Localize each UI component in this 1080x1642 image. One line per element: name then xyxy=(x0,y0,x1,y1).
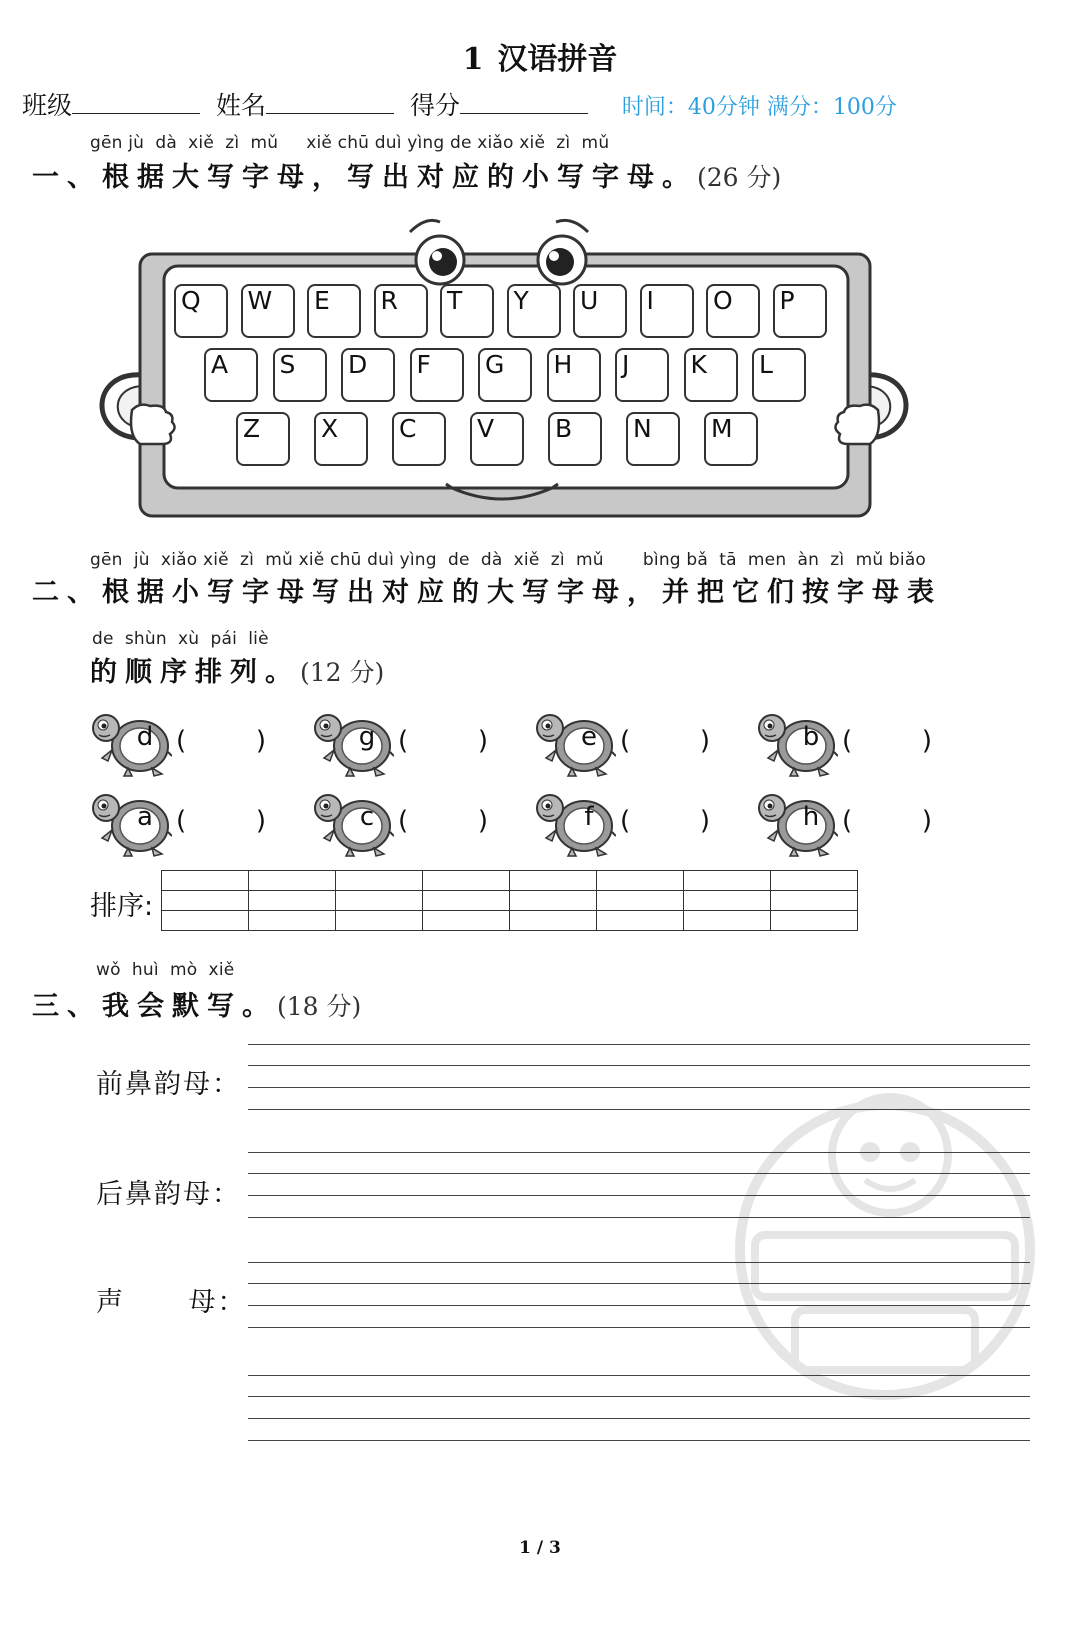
key-r: R xyxy=(374,284,428,338)
sort-cell[interactable] xyxy=(684,871,771,891)
turtle-letter: c xyxy=(359,802,375,832)
section2-score: (12 分) xyxy=(300,658,385,687)
paren-open: ( xyxy=(620,806,631,836)
answer-blank[interactable] xyxy=(620,806,710,836)
key-i: I xyxy=(640,284,694,338)
sort-cell[interactable] xyxy=(684,891,771,911)
section2-heading-1: 二、根据小写字母写出对应的大写字母，并把它们按字母表 xyxy=(32,577,942,608)
sort-cell[interactable] xyxy=(249,911,336,931)
sort-cell[interactable] xyxy=(336,891,423,911)
section2-pinyin-1: gēn jù xiǎo xiě zì mǔ xiě chū duì yìng de dà xiě zì mǔ bìng bǎ tā men àn zì mǔ biǎo xyxy=(90,550,927,570)
sort-answer-grid xyxy=(161,870,858,931)
name-blank[interactable] xyxy=(266,91,394,114)
paren-open: ( xyxy=(176,726,187,756)
paren-close: ) xyxy=(699,726,710,756)
writing-line[interactable] xyxy=(248,1418,1030,1419)
answer-blank[interactable] xyxy=(176,726,266,756)
sort-cell[interactable] xyxy=(249,871,336,891)
key-b: B xyxy=(548,412,602,466)
paren-close: ) xyxy=(477,726,488,756)
initials-label: 声 母： xyxy=(96,1287,247,1318)
key-z: Z xyxy=(236,412,290,466)
paren-close: ) xyxy=(921,806,932,836)
section3-score: (18 分) xyxy=(277,992,362,1021)
sort-cell[interactable] xyxy=(597,871,684,891)
answer-blank[interactable] xyxy=(842,726,932,756)
section2-heading-2 xyxy=(90,650,384,689)
turtle-item-a xyxy=(90,788,290,858)
title-number: 1 xyxy=(462,42,484,77)
section3-heading-text: 三、我会默写。 xyxy=(32,991,277,1022)
key-w: W xyxy=(241,284,295,338)
paren-close: ) xyxy=(255,726,266,756)
sort-cell[interactable] xyxy=(423,911,510,931)
section1-pinyin: gēn jù dà xiě zì mǔ xiě chū duì yìng de xiǎo xiě zì mǔ xyxy=(90,133,610,153)
section3-pinyin: wǒ huì mò xiě xyxy=(96,960,235,980)
key-m: M xyxy=(704,412,758,466)
key-o: O xyxy=(706,284,760,338)
key-d: D xyxy=(341,348,395,402)
score-label: 得分 xyxy=(409,91,460,120)
section1-score: (26 分) xyxy=(697,163,782,192)
sort-cell[interactable] xyxy=(336,871,423,891)
page-number: 1 / 3 xyxy=(519,1538,561,1558)
turtle-item-f xyxy=(534,788,734,858)
paren-close: ) xyxy=(477,806,488,836)
paren-open: ( xyxy=(398,806,409,836)
key-l: L xyxy=(752,348,806,402)
turtle-letter: b xyxy=(802,722,820,752)
sort-cell[interactable] xyxy=(510,891,597,911)
key-x: X xyxy=(314,412,368,466)
sort-cell[interactable] xyxy=(597,911,684,931)
key-c: C xyxy=(392,412,446,466)
paren-open: ( xyxy=(842,806,853,836)
sort-cell[interactable] xyxy=(771,871,858,891)
sort-cell[interactable] xyxy=(336,911,423,931)
answer-blank[interactable] xyxy=(398,806,488,836)
turtle-item-g xyxy=(312,708,512,778)
time-info: 时间：40分钟 满分：100分 xyxy=(621,95,897,120)
turtle-item-e xyxy=(534,708,734,778)
section2-pinyin-2: de shùn xù pái liè xyxy=(92,629,269,649)
student-info-line xyxy=(22,86,897,122)
turtle-letter: g xyxy=(358,722,376,752)
sort-cell[interactable] xyxy=(510,911,597,931)
name-label: 姓名 xyxy=(215,91,266,120)
key-k: K xyxy=(684,348,738,402)
key-j: J xyxy=(615,348,669,402)
writing-line[interactable] xyxy=(248,1440,1030,1441)
paren-close: ) xyxy=(921,726,932,756)
back-nasal-label: 后鼻韵母： xyxy=(96,1179,241,1210)
answer-blank[interactable] xyxy=(398,726,488,756)
section1-heading xyxy=(32,155,781,194)
answer-blank[interactable] xyxy=(620,726,710,756)
sort-cell[interactable] xyxy=(684,911,771,931)
key-h: H xyxy=(547,348,601,402)
sort-cell[interactable] xyxy=(771,911,858,931)
section1-heading-text: 一、根据大写字母，写出对应的小写字母。 xyxy=(32,162,697,193)
paren-close: ) xyxy=(699,806,710,836)
sort-cell[interactable] xyxy=(771,891,858,911)
key-y: Y xyxy=(507,284,561,338)
turtle-letter: f xyxy=(584,802,594,832)
sort-cell[interactable] xyxy=(597,891,684,911)
key-t: T xyxy=(440,284,494,338)
keyboard-illustration xyxy=(88,210,928,530)
turtle-item-d xyxy=(90,708,290,778)
paren-close: ) xyxy=(255,806,266,836)
sort-label: 排序: xyxy=(90,891,154,922)
sort-cell[interactable] xyxy=(423,871,510,891)
key-s: S xyxy=(273,348,327,402)
turtle-letter: a xyxy=(137,802,153,832)
sort-cell[interactable] xyxy=(162,911,249,931)
turtle-letter: h xyxy=(802,802,820,832)
sort-cell[interactable] xyxy=(162,871,249,891)
turtle-item-b xyxy=(756,708,956,778)
front-nasal-label: 前鼻韵母： xyxy=(96,1069,241,1100)
key-a: A xyxy=(204,348,258,402)
key-v: V xyxy=(470,412,524,466)
key-f: F xyxy=(410,348,464,402)
paren-open: ( xyxy=(620,726,631,756)
key-q: Q xyxy=(174,284,228,338)
turtle-letter: d xyxy=(136,722,154,752)
paren-open: ( xyxy=(842,726,853,756)
sort-cell[interactable] xyxy=(510,871,597,891)
score-blank[interactable] xyxy=(460,91,588,114)
sort-cell[interactable] xyxy=(162,891,249,911)
sort-cell[interactable] xyxy=(423,891,510,911)
turtle-item-c xyxy=(312,788,512,858)
turtle-letter: e xyxy=(581,722,597,752)
key-u: U xyxy=(573,284,627,338)
paren-open: ( xyxy=(176,806,187,836)
page-title xyxy=(0,34,1080,78)
answer-blank[interactable] xyxy=(176,806,266,836)
watermark-seal-icon xyxy=(725,1060,1035,1400)
section2-heading-text: 的顺序排列。 xyxy=(90,657,300,688)
title-text: 汉语拼音 xyxy=(497,42,618,77)
answer-blank[interactable] xyxy=(842,806,932,836)
key-p: P xyxy=(773,284,827,338)
turtle-item-h xyxy=(756,788,956,858)
writing-line[interactable] xyxy=(248,1044,1030,1045)
class-blank[interactable] xyxy=(72,91,200,114)
class-label: 班级 xyxy=(22,91,73,120)
paren-open: ( xyxy=(398,726,409,756)
section3-heading xyxy=(32,984,361,1023)
sort-cell[interactable] xyxy=(249,891,336,911)
key-e: E xyxy=(307,284,361,338)
key-g: G xyxy=(478,348,532,402)
key-n: N xyxy=(626,412,680,466)
